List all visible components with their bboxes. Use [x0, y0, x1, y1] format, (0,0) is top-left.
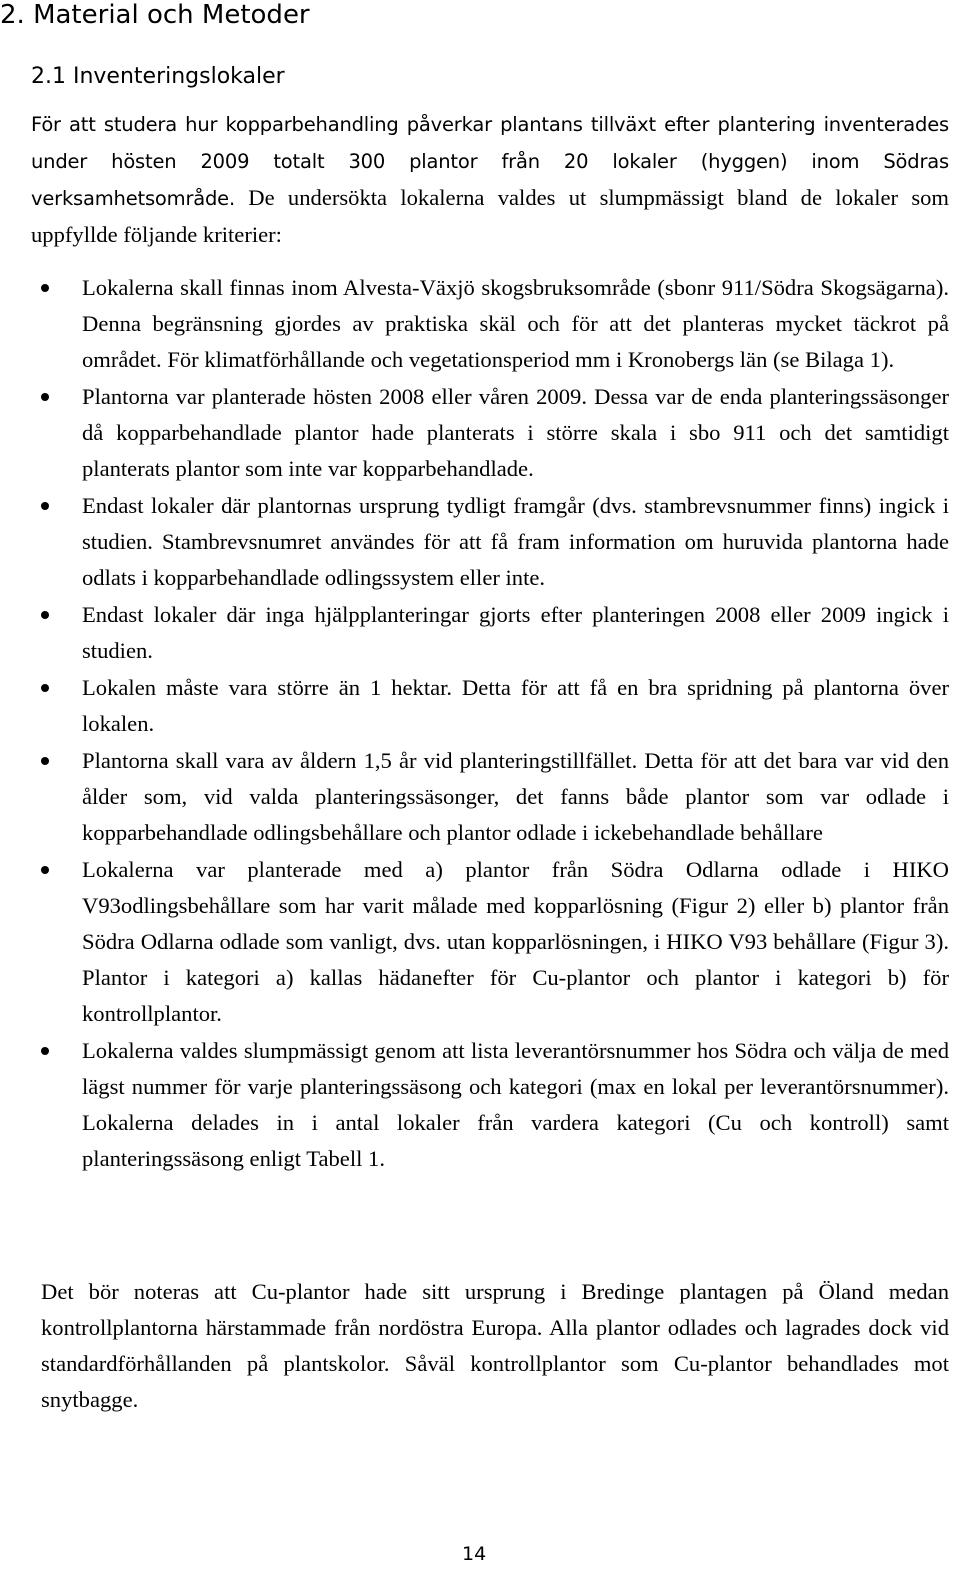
bullet-icon: [41, 757, 49, 765]
criteria-text: Plantorna skall vara av åldern 1,5 år vid planteringstillfället. Detta för att det bara var vid den ålder som, vid valda planteringssäsonger, det fanns både plantor som var odlade i kopparbehandlade odlingsbehållare och plantor odlade i ickebehandlade behållare: [82, 748, 949, 845]
criteria-text: Lokalerna skall finnas inom Alvesta-Växjö skogsbruksområde (sbonr 911/Södra Skogsägarna). Denna begränsning gjordes av praktiska skäl och för att det planteras mycket täckrot på området. För klimatförhållande och vegetationsperiod mm i Kronobergs län (se Bilaga 1).: [82, 275, 949, 372]
bullet-icon: [41, 284, 49, 292]
section-heading: 2. Material och Metoder: [0, 0, 310, 30]
bullet-icon: [41, 1047, 49, 1055]
bullet-icon: [41, 393, 49, 401]
criteria-list-item: [0, 488, 949, 596]
bullet-icon: [41, 611, 49, 619]
bullet-icon: [41, 684, 49, 692]
criteria-list-item: [0, 670, 949, 742]
criteria-list-item: [0, 597, 949, 669]
criteria-text: Plantorna var planterade hösten 2008 eller våren 2009. Dessa var de enda planteringssäsonger då kopparbehandlade plantor hade planterats i större skala i sbo 911 och det samtidigt planterats plantor som inte var kopparbehandlade.: [82, 384, 949, 481]
bullet-icon: [41, 866, 49, 874]
criteria-list-item: [0, 852, 949, 1032]
criteria-list-item: [0, 379, 949, 487]
page-number: 14: [462, 1543, 487, 1565]
criteria-list-item: [0, 1033, 949, 1177]
criteria-text: Lokalen måste vara större än 1 hektar. Detta för att få en bra spridning på plantorna över lokalen.: [82, 675, 949, 736]
bullet-icon: [41, 502, 49, 510]
intro-paragraph-sans-part: För att studera hur kopparbehandling påverkar plantans tillväxt efter plantering inventerades under hösten 2009 totalt 300 plantor från 20 lokaler (hyggen) inom Södras verksamhetsområde.: [31, 113, 949, 210]
closing-paragraph: Det bör noteras att Cu-plantor hade sitt ursprung i Bredinge plantagen på Öland medan kontrollplantorna härstammade från nordöstra Europa. Alla plantor odlades och lagrades dock vid standardförhållanden på plantskolor. Såväl kontrollplantor som Cu-plantor behandlades mot snytbagge.: [41, 1279, 949, 1412]
criteria-list-item: [0, 743, 949, 851]
intro-paragraph: [31, 106, 949, 253]
criteria-text: Endast lokaler där inga hjälpplanteringar gjorts efter planteringen 2008 eller 2009 ingick i studien.: [82, 602, 949, 663]
criteria-text: Endast lokaler där plantornas ursprung tydligt framgår (dvs. stambrevsnummer finns) ingick i studien. Stambrevsnumret användes för att få fram information om huruvida plantorna hade odlats i kopparbehandlade odlingssystem eller inte.: [82, 493, 949, 590]
criteria-list-item: [0, 270, 949, 378]
criteria-text: Lokalerna var planterade med a) plantor från Södra Odlarna odlade i HIKO V93odlingsbehållare som har varit målade med kopparlösning (Figur 2) eller b) plantor från Södra Odlarna odlade som vanligt, dvs. utan kopparlösningen, i HIKO V93 behållare (Figur 3). Plantor i kategori a) kallas hädanefter för Cu-plantor och plantor i kategori b) för kontrollplantor.: [82, 857, 949, 1026]
intro-paragraph-serif-part: De undersökta lokalerna valdes ut slumpmässigt bland de lokaler som uppfyllde följande kriterier:: [31, 185, 949, 247]
criteria-text: Lokalerna valdes slumpmässigt genom att lista leverantörsnummer hos Södra och välja de med lägst nummer för varje planteringssäsong och kategori (max en lokal per leverantörsnummer). Lokalerna delades in i antal lokaler från vardera kategori (Cu och kontroll) samt planteringssäsong enligt Tabell 1.: [82, 1038, 949, 1171]
subsection-heading: 2.1 Inventeringslokaler: [31, 64, 285, 89]
criteria-list: [0, 270, 960, 1178]
